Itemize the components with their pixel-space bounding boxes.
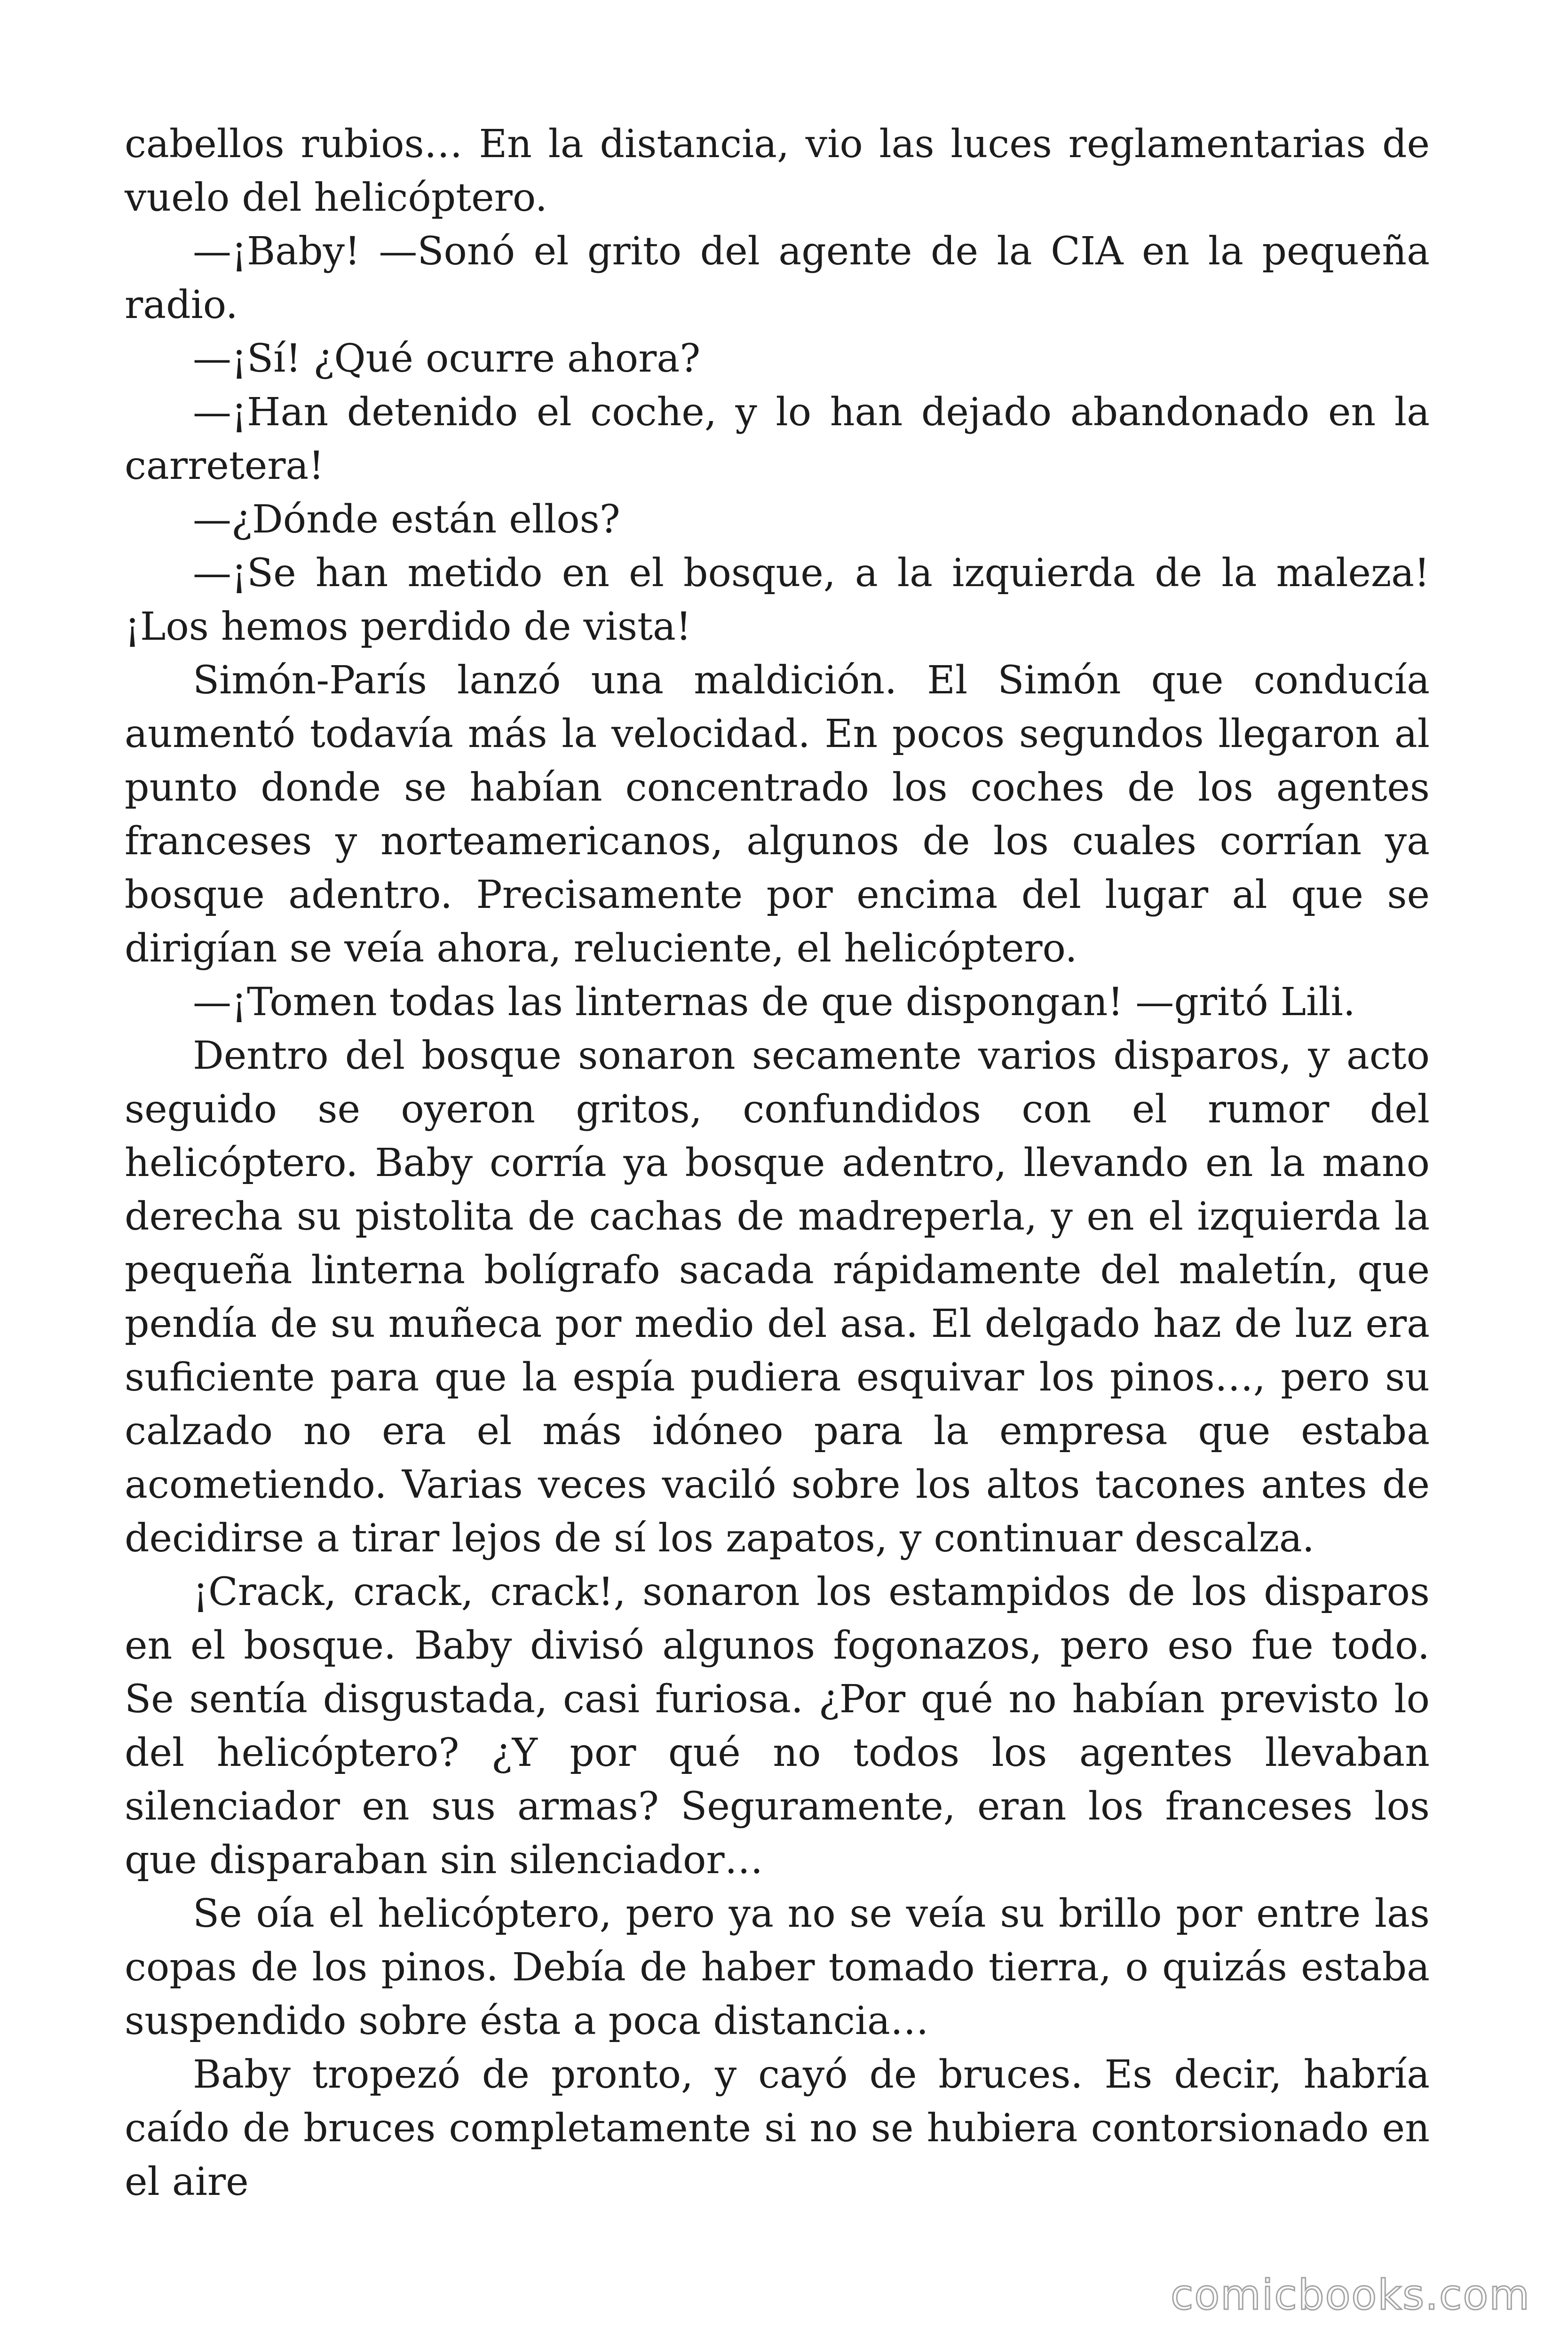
paragraph: ¡Crack, crack, crack!, sonaron los estampidos de los disparos en el bosque. Baby divisó algunos fogonazos, pero eso fue todo. Se sentía disgustada, casi furiosa. ¿Por qué no habían previsto lo del helicóptero? ¿Y por qué no todos los agentes llevaban silenciador en sus armas? Seguramente, eran los franceses los que disparaban sin silenciador…	[125, 1570, 1430, 1883]
page-body	[125, 118, 1430, 2209]
paragraph: —¡Baby! —Sonó el grito del agente de la CIA en la pequeña radio.	[125, 229, 1430, 327]
paragraph: cabellos rubios… En la distancia, vio las luces reglamentarias de vuelo del helicóptero.	[125, 122, 1430, 220]
paragraph: —¡Tomen todas las linternas de que dispongan! —gritó Lili.	[193, 980, 1355, 1025]
paragraph: Dentro del bosque sonaron secamente varios disparos, y acto seguido se oyeron gritos, confundidos con el rumor del helicóptero. Baby corría ya bosque adentro, llevando en la mano derecha su pistolita de cachas de madreperla, y en el izquierda la pequeña linterna bolígrafo sacada rápidamente del maletín, que pendía de su muñeca por medio del asa. El delgado haz de luz era suficiente para que la espía pudiera esquivar los pinos…, pero su calzado no era el más idóneo para la empresa que estaba acometiendo. Varias veces vaciló sobre los altos tacones antes de decidirse a tirar lejos de sí los zapatos, y continuar descalza.	[125, 1033, 1430, 1561]
paragraph: Simón-París lanzó una maldición. El Simón que conducía aumentó todavía más la velocidad. En pocos segundos llegaron al punto donde se habían concentrado los coches de los agentes franceses y norteamericanos, algunos de los cuales corrían ya bosque adentro. Precisamente por encima del lugar al que se dirigían se veía ahora, reluciente, el helicóptero.	[125, 658, 1430, 971]
paragraph: Se oía el helicóptero, pero ya no se veía su brillo por entre las copas de los pinos. Debía de haber tomado tierra, o quizás estaba suspendido sobre ésta a poca distancia…	[125, 1891, 1430, 2043]
paragraph: —¡Han detenido el coche, y lo han dejado abandonado en la carretera!	[125, 390, 1430, 488]
paragraph: —¡Se han metido en el bosque, a la izquierda de la maleza! ¡Los hemos perdido de vista!	[125, 551, 1430, 649]
paragraph: Baby tropezó de pronto, y cayó de bruces. Es decir, habría caído de bruces completamente si no se hubiera contorsionado en el aire	[125, 2052, 1430, 2204]
paragraph: —¡Sí! ¿Qué ocurre ahora?	[193, 336, 701, 381]
watermark: comicbooks.com	[1170, 2271, 1530, 2319]
paragraph: —¿Dónde están ellos?	[193, 497, 620, 542]
